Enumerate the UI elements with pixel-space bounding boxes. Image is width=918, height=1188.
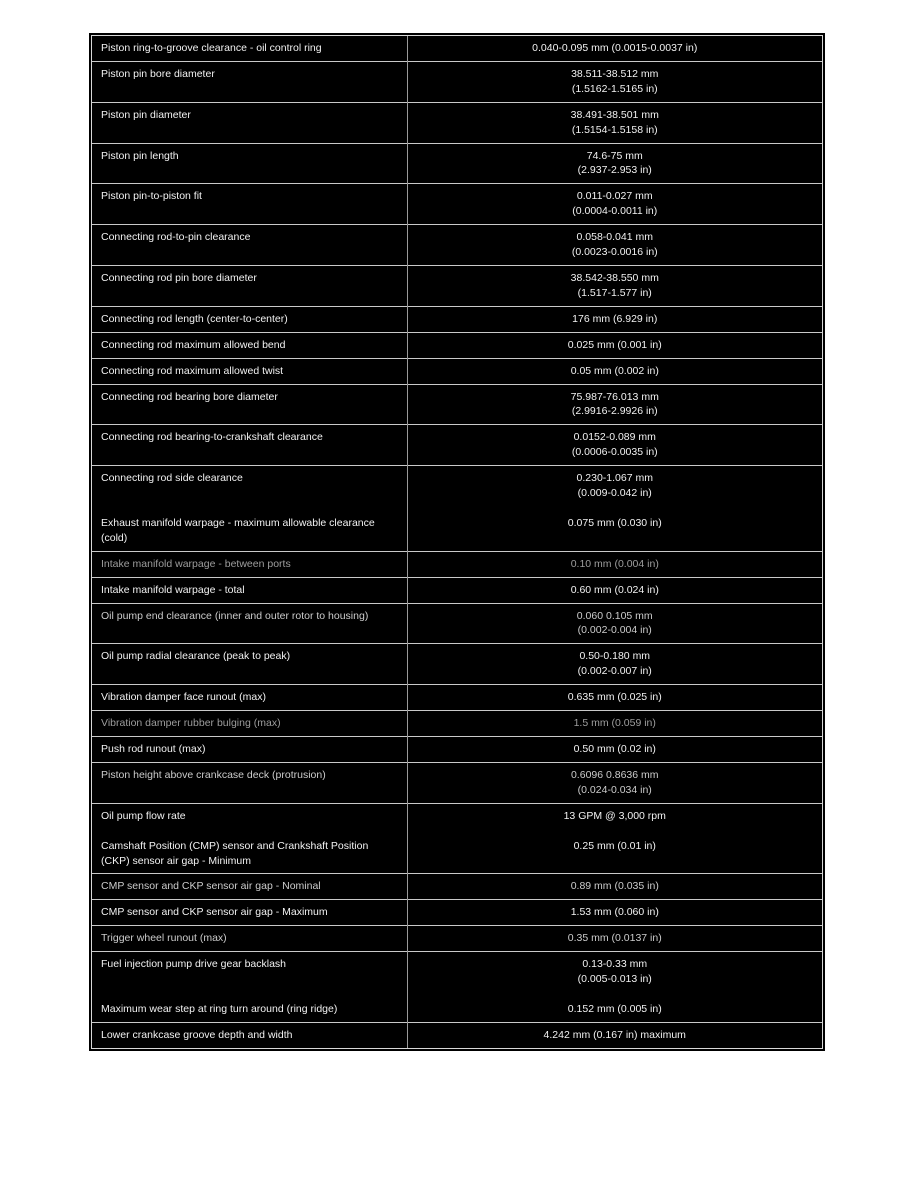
spec-label: Connecting rod maximum allowed bend [92, 332, 407, 358]
table-row [92, 992, 822, 1022]
table-row [92, 577, 822, 603]
spec-value-line: (0.009-0.042 in) [577, 487, 652, 500]
spec-value [407, 603, 822, 644]
spec-label: Intake manifold warpage - between ports [92, 551, 407, 577]
spec-label: Oil pump radial clearance (peak to peak) [92, 644, 407, 685]
spec-value-line: 0.025 mm (0.001 in) [567, 338, 662, 351]
spec-label: Exhaust manifold warpage - maximum allowable clearance (cold) [92, 506, 407, 551]
spec-value [407, 184, 822, 225]
spec-value-line: (0.0006-0.0035 in) [571, 446, 658, 459]
spec-value-line: (0.0023-0.0016 in) [571, 246, 658, 259]
spec-value-line: (1.517-1.577 in) [577, 286, 652, 299]
spec-value [407, 762, 822, 803]
specification-table [92, 36, 822, 1048]
spec-value-line: 0.060 0.105 mm [576, 609, 653, 622]
spec-label: Maximum wear step at ring turn around (ring ridge) [92, 992, 407, 1022]
spec-value-line: 0.10 mm (0.004 in) [570, 557, 659, 570]
spec-value [407, 506, 822, 551]
table-row [92, 384, 822, 425]
spec-value [407, 874, 822, 900]
spec-label: Piston pin diameter [92, 102, 407, 143]
spec-value-line: 0.152 mm (0.005 in) [567, 1002, 662, 1015]
spec-label: Vibration damper rubber bulging (max) [92, 711, 407, 737]
spec-value-line: (0.024-0.034 in) [577, 783, 652, 796]
spec-value-line: 38.542-38.550 mm [570, 271, 659, 284]
spec-value-line: (2.9916-2.9926 in) [571, 405, 658, 418]
spec-label: Vibration damper face runout (max) [92, 685, 407, 711]
spec-value-line: 4.242 mm (0.167 in) maximum [543, 1028, 686, 1041]
table-row [92, 506, 822, 551]
spec-label: Piston ring-to-groove clearance - oil control ring [92, 36, 407, 61]
table-row [92, 358, 822, 384]
table-row [92, 685, 822, 711]
spec-value-line: 1.53 mm (0.060 in) [570, 906, 659, 919]
spec-label: Oil pump flow rate [92, 803, 407, 828]
spec-value [407, 711, 822, 737]
table-row [92, 803, 822, 828]
spec-value-line: 0.89 mm (0.035 in) [570, 880, 659, 893]
table-row [92, 737, 822, 763]
spec-label: Connecting rod length (center-to-center) [92, 306, 407, 332]
spec-label: Connecting rod bearing bore diameter [92, 384, 407, 425]
spec-label: Intake manifold warpage - total [92, 577, 407, 603]
spec-value-line: 0.35 mm (0.0137 in) [567, 932, 662, 945]
spec-value-line: 74.6-75 mm [586, 149, 643, 162]
spec-value [407, 992, 822, 1022]
spec-value [407, 1022, 822, 1047]
spec-value [407, 551, 822, 577]
spec-value-line: 0.075 mm (0.030 in) [567, 516, 662, 529]
spec-label: CMP sensor and CKP sensor air gap - Maximum [92, 900, 407, 926]
spec-value [407, 829, 822, 874]
spec-value-line: (0.002-0.004 in) [577, 624, 652, 637]
spec-value-line: 1.5 mm (0.059 in) [573, 717, 656, 730]
specification-table-panel [86, 30, 828, 1054]
spec-value [407, 803, 822, 828]
spec-value-line: 0.0152-0.089 mm [573, 431, 656, 444]
spec-value-line: 0.60 mm (0.024 in) [570, 583, 659, 596]
specification-table-body [92, 36, 822, 1048]
spec-value [407, 306, 822, 332]
spec-label: Fuel injection pump drive gear backlash [92, 952, 407, 992]
table-row [92, 466, 822, 506]
spec-label: Connecting rod side clearance [92, 466, 407, 506]
spec-label: Piston pin-to-piston fit [92, 184, 407, 225]
spec-label: Push rod runout (max) [92, 737, 407, 763]
spec-value-line: (0.0004-0.0011 in) [572, 205, 658, 218]
spec-value-line: 0.635 mm (0.025 in) [567, 691, 662, 704]
spec-value [407, 102, 822, 143]
table-row [92, 644, 822, 685]
spec-value [407, 926, 822, 952]
spec-value-line: 0.50 mm (0.02 in) [573, 743, 656, 755]
spec-value-line: (1.5162-1.5165 in) [571, 82, 658, 95]
spec-value-line: (2.937-2.953 in) [577, 164, 652, 177]
spec-value [407, 466, 822, 506]
spec-value-line: 0.058-0.041 mm [576, 231, 653, 244]
table-row [92, 711, 822, 737]
table-row [92, 143, 822, 184]
spec-value-line: (1.5154-1.5158 in) [571, 123, 658, 136]
table-row [92, 184, 822, 225]
spec-value-line: 38.491-38.501 mm [570, 108, 659, 121]
spec-label: Connecting rod bearing-to-crankshaft clearance [92, 425, 407, 466]
spec-value [407, 644, 822, 685]
spec-label: Piston pin length [92, 143, 407, 184]
spec-value [407, 265, 822, 306]
spec-value [407, 225, 822, 266]
spec-value-line: 13 GPM @ 3,000 rpm [563, 809, 666, 822]
spec-value [407, 952, 822, 992]
spec-label: CMP sensor and CKP sensor air gap - Nominal [92, 874, 407, 900]
spec-value-line: 0.25 mm (0.01 in) [573, 839, 656, 852]
table-row [92, 332, 822, 358]
spec-value-line: 38.511-38.512 mm [571, 67, 659, 80]
table-row [92, 306, 822, 332]
spec-value-line: 0.50-0.180 mm [579, 650, 651, 663]
spec-value-line: 0.05 mm (0.002 in) [570, 364, 659, 377]
spec-label: Oil pump end clearance (inner and outer rotor to housing) [92, 603, 407, 644]
spec-value-line: 0.040-0.095 mm (0.0015-0.0037 in) [532, 42, 698, 54]
specification-table-frame [91, 35, 823, 1049]
spec-label: Connecting rod pin bore diameter [92, 265, 407, 306]
spec-value [407, 384, 822, 425]
spec-value-line: 0.13-0.33 mm [582, 958, 648, 971]
spec-label: Trigger wheel runout (max) [92, 926, 407, 952]
spec-label: Piston height above crankcase deck (protrusion) [92, 762, 407, 803]
table-row [92, 425, 822, 466]
table-row [92, 926, 822, 952]
table-row [92, 61, 822, 102]
table-row [92, 1022, 822, 1047]
spec-value-line: 0.011-0.027 mm [576, 190, 653, 203]
spec-value [407, 143, 822, 184]
spec-value [407, 900, 822, 926]
spec-value-line: 75.987-76.013 mm [570, 390, 659, 403]
spec-value [407, 577, 822, 603]
table-row [92, 603, 822, 644]
spec-label: Lower crankcase groove depth and width [92, 1022, 407, 1047]
spec-value [407, 737, 822, 763]
spec-value-line: 0.230-1.067 mm [576, 472, 653, 485]
spec-value [407, 685, 822, 711]
spec-value [407, 36, 822, 61]
table-row [92, 225, 822, 266]
spec-value-line: (0.005-0.013 in) [577, 973, 652, 986]
spec-value [407, 425, 822, 466]
table-row [92, 265, 822, 306]
table-row [92, 952, 822, 992]
spec-value-line: 176 mm (6.929 in) [572, 312, 658, 325]
spec-label: Connecting rod maximum allowed twist [92, 358, 407, 384]
table-row [92, 551, 822, 577]
spec-value [407, 61, 822, 102]
table-row [92, 874, 822, 900]
table-row [92, 829, 822, 874]
spec-value [407, 332, 822, 358]
spec-value [407, 358, 822, 384]
table-row [92, 36, 822, 61]
spec-value-line: 0.6096 0.8636 mm [570, 768, 659, 781]
table-row [92, 900, 822, 926]
spec-label: Piston pin bore diameter [92, 61, 407, 102]
spec-label: Connecting rod-to-pin clearance [92, 225, 407, 266]
table-row [92, 762, 822, 803]
table-row [92, 102, 822, 143]
spec-label: Camshaft Position (CMP) sensor and Crankshaft Position (CKP) sensor air gap - Minimum [92, 829, 407, 874]
spec-value-line: (0.002-0.007 in) [577, 665, 652, 678]
